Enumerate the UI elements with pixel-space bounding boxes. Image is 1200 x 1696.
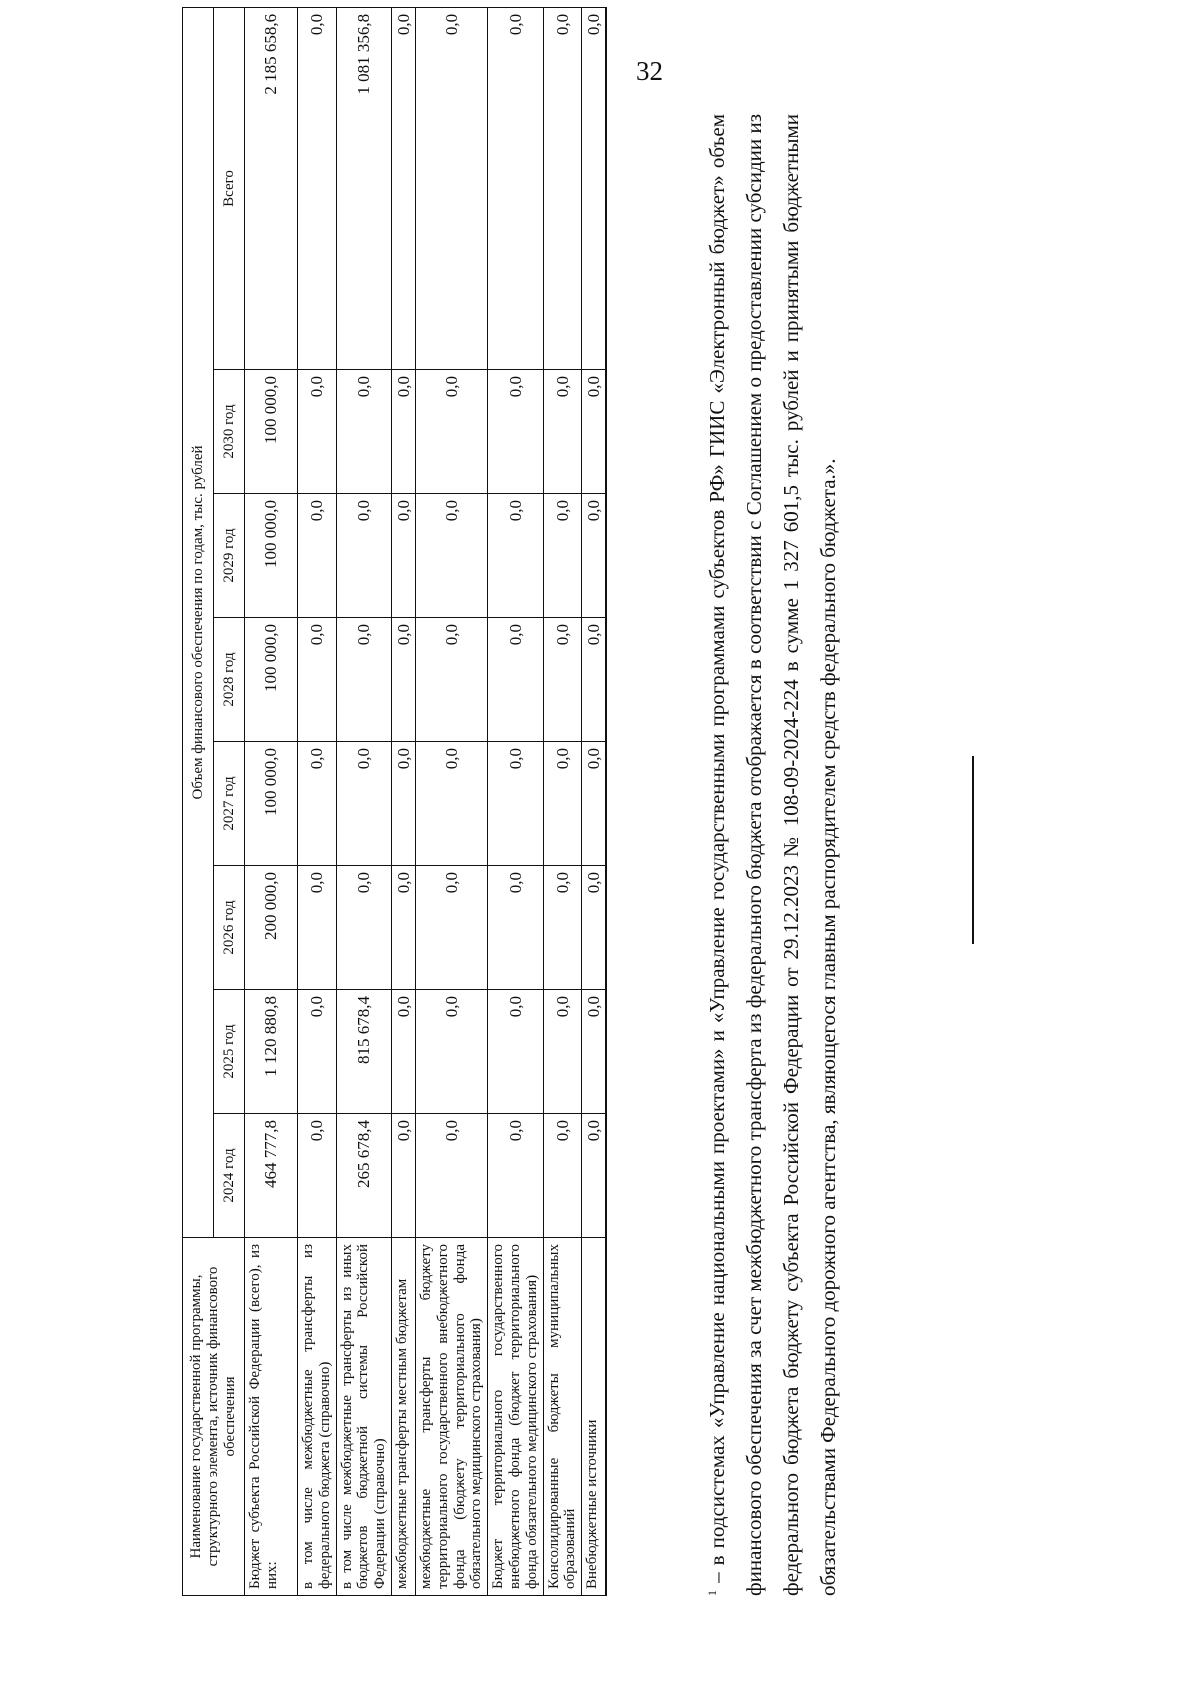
- row-value: 100 000,0: [245, 618, 298, 742]
- row-total: 2 185 658,6: [245, 7, 298, 369]
- row-value: 1 120 880,8: [245, 990, 298, 1114]
- header-name-column: Наименование государственной программы, структурного элемента, источник финансового обеспечения: [183, 1238, 245, 1596]
- table-row: [416, 7, 488, 1595]
- row-name: Консолидированные бюджеты муниципальных образований: [543, 1238, 582, 1596]
- row-value: 100 000,0: [245, 742, 298, 866]
- rotated-content: [182, 13, 1012, 1596]
- footnote: [694, 114, 847, 1596]
- header-year: 2025 год: [214, 990, 245, 1114]
- footnote-text: – в подсистемах «Управление национальными проектами» и «Управление государственными программами субъектов РФ» ГИИС «Электронный бюджет» объем финансового обеспечения за счет межбюджетного трансферта из федерального бюджета отображается в соответствии с Соглашением о предоставлении субсидии из федерального бюджета бюджету субъекта Российской Федерации от 29.12.2023 № 108-09-2024-224 в сумме 1 327 601,5 тыс. рублей и принятыми бюджетными обязательствами Федерального дорожного агентства, являющегося главным распорядителем средств федерального бюджета.».: [705, 114, 840, 1596]
- page-number: 32: [636, 56, 663, 86]
- row-value: 0,0: [543, 742, 582, 866]
- row-value: 0,0: [336, 742, 391, 866]
- row-value: 0,0: [298, 370, 337, 494]
- row-name: межбюджетные трансферты местным бюджетам: [391, 1238, 415, 1596]
- row-value: 100 000,0: [245, 494, 298, 618]
- row-value: 0,0: [582, 990, 607, 1114]
- row-total: 0,0: [391, 7, 415, 369]
- row-value: 0,0: [298, 990, 337, 1114]
- table-row: [336, 7, 391, 1595]
- row-total: 0,0: [543, 7, 582, 369]
- header-year: 2029 год: [214, 494, 245, 618]
- row-value: 0,0: [488, 866, 543, 990]
- header-total: Всего: [214, 7, 245, 369]
- row-value: 0,0: [543, 618, 582, 742]
- row-value: 0,0: [582, 370, 607, 494]
- row-value: 0,0: [488, 990, 543, 1114]
- row-value: 0,0: [416, 370, 488, 494]
- row-value: 0,0: [582, 742, 607, 866]
- row-value: 0,0: [391, 618, 415, 742]
- table-row: [543, 7, 582, 1595]
- header-year: 2024 год: [214, 1114, 245, 1238]
- row-name: межбюджетные трансферты бюджету территориального государственного внебюджетного фонда (бюджету территориального фонда обязательного медицинского страхования): [416, 1238, 488, 1596]
- row-value: 0,0: [488, 618, 543, 742]
- row-value: 0,0: [298, 866, 337, 990]
- row-value: 0,0: [582, 494, 607, 618]
- row-value: 0,0: [298, 742, 337, 866]
- row-value: 0,0: [416, 990, 488, 1114]
- row-value: 464 777,8: [245, 1114, 298, 1238]
- table-row: [582, 7, 607, 1595]
- row-value: 0,0: [488, 742, 543, 866]
- header-year: 2027 год: [214, 742, 245, 866]
- row-total: 1 081 356,8: [336, 7, 391, 369]
- row-name: Бюджет территориального государственного внебюджетного фонда (бюджет территориального фонда обязательного медицинского страхования): [488, 1238, 543, 1596]
- row-name: Внебюджетные источники: [582, 1238, 607, 1596]
- row-value: 0,0: [543, 494, 582, 618]
- header-year: 2030 год: [214, 370, 245, 494]
- row-value: 0,0: [416, 742, 488, 866]
- row-value: 0,0: [543, 1114, 582, 1238]
- footnote-separator: [972, 756, 974, 944]
- row-value: 0,0: [582, 618, 607, 742]
- row-value: 200 000,0: [245, 866, 298, 990]
- table-header-row: [183, 7, 214, 1595]
- row-value: 0,0: [488, 1114, 543, 1238]
- row-value: 0,0: [391, 866, 415, 990]
- row-value: 0,0: [543, 370, 582, 494]
- row-value: 0,0: [488, 494, 543, 618]
- row-value: 0,0: [488, 370, 543, 494]
- row-value: 0,0: [298, 494, 337, 618]
- row-value: 0,0: [391, 370, 415, 494]
- footnote-marker: 1: [705, 1590, 719, 1596]
- row-name: в том числе межбюджетные трансферты из иных бюджетов бюджетной системы Российской Федерации (справочно): [336, 1238, 391, 1596]
- row-value: 0,0: [416, 494, 488, 618]
- row-value: 0,0: [416, 618, 488, 742]
- row-value: 0,0: [391, 494, 415, 618]
- row-value: 0,0: [582, 1114, 607, 1238]
- table-row: [488, 7, 543, 1595]
- header-year: 2028 год: [214, 618, 245, 742]
- table-row: [391, 7, 415, 1595]
- row-value: 0,0: [391, 1114, 415, 1238]
- row-value: 0,0: [391, 990, 415, 1114]
- row-value: 0,0: [391, 742, 415, 866]
- row-total: 0,0: [582, 7, 607, 369]
- row-total: 0,0: [488, 7, 543, 369]
- row-value: 0,0: [543, 990, 582, 1114]
- row-value: 0,0: [416, 1114, 488, 1238]
- row-value: 0,0: [416, 866, 488, 990]
- header-volume-group: Объем финансового обеспечения по годам, тыс. рублей: [183, 7, 214, 1237]
- row-name: Бюджет субъекта Российской Федерации (всего), из них:: [245, 1238, 298, 1596]
- row-value: 815 678,4: [336, 990, 391, 1114]
- row-value: 265 678,4: [336, 1114, 391, 1238]
- row-value: 0,0: [298, 618, 337, 742]
- row-value: 0,0: [336, 494, 391, 618]
- row-value: 100 000,0: [245, 370, 298, 494]
- header-year: 2026 год: [214, 866, 245, 990]
- row-value: 0,0: [336, 866, 391, 990]
- row-value: 0,0: [336, 618, 391, 742]
- finance-table: [182, 7, 607, 1596]
- row-value: 0,0: [582, 866, 607, 990]
- row-value: 0,0: [543, 866, 582, 990]
- row-value: 0,0: [336, 370, 391, 494]
- row-total: 0,0: [416, 7, 488, 369]
- row-value: 0,0: [298, 1114, 337, 1238]
- row-total: 0,0: [298, 7, 337, 369]
- table-row: [298, 7, 337, 1595]
- row-name: в том числе межбюджетные трансферты из федерального бюджета (справочно): [298, 1238, 337, 1596]
- table-row: [245, 7, 298, 1595]
